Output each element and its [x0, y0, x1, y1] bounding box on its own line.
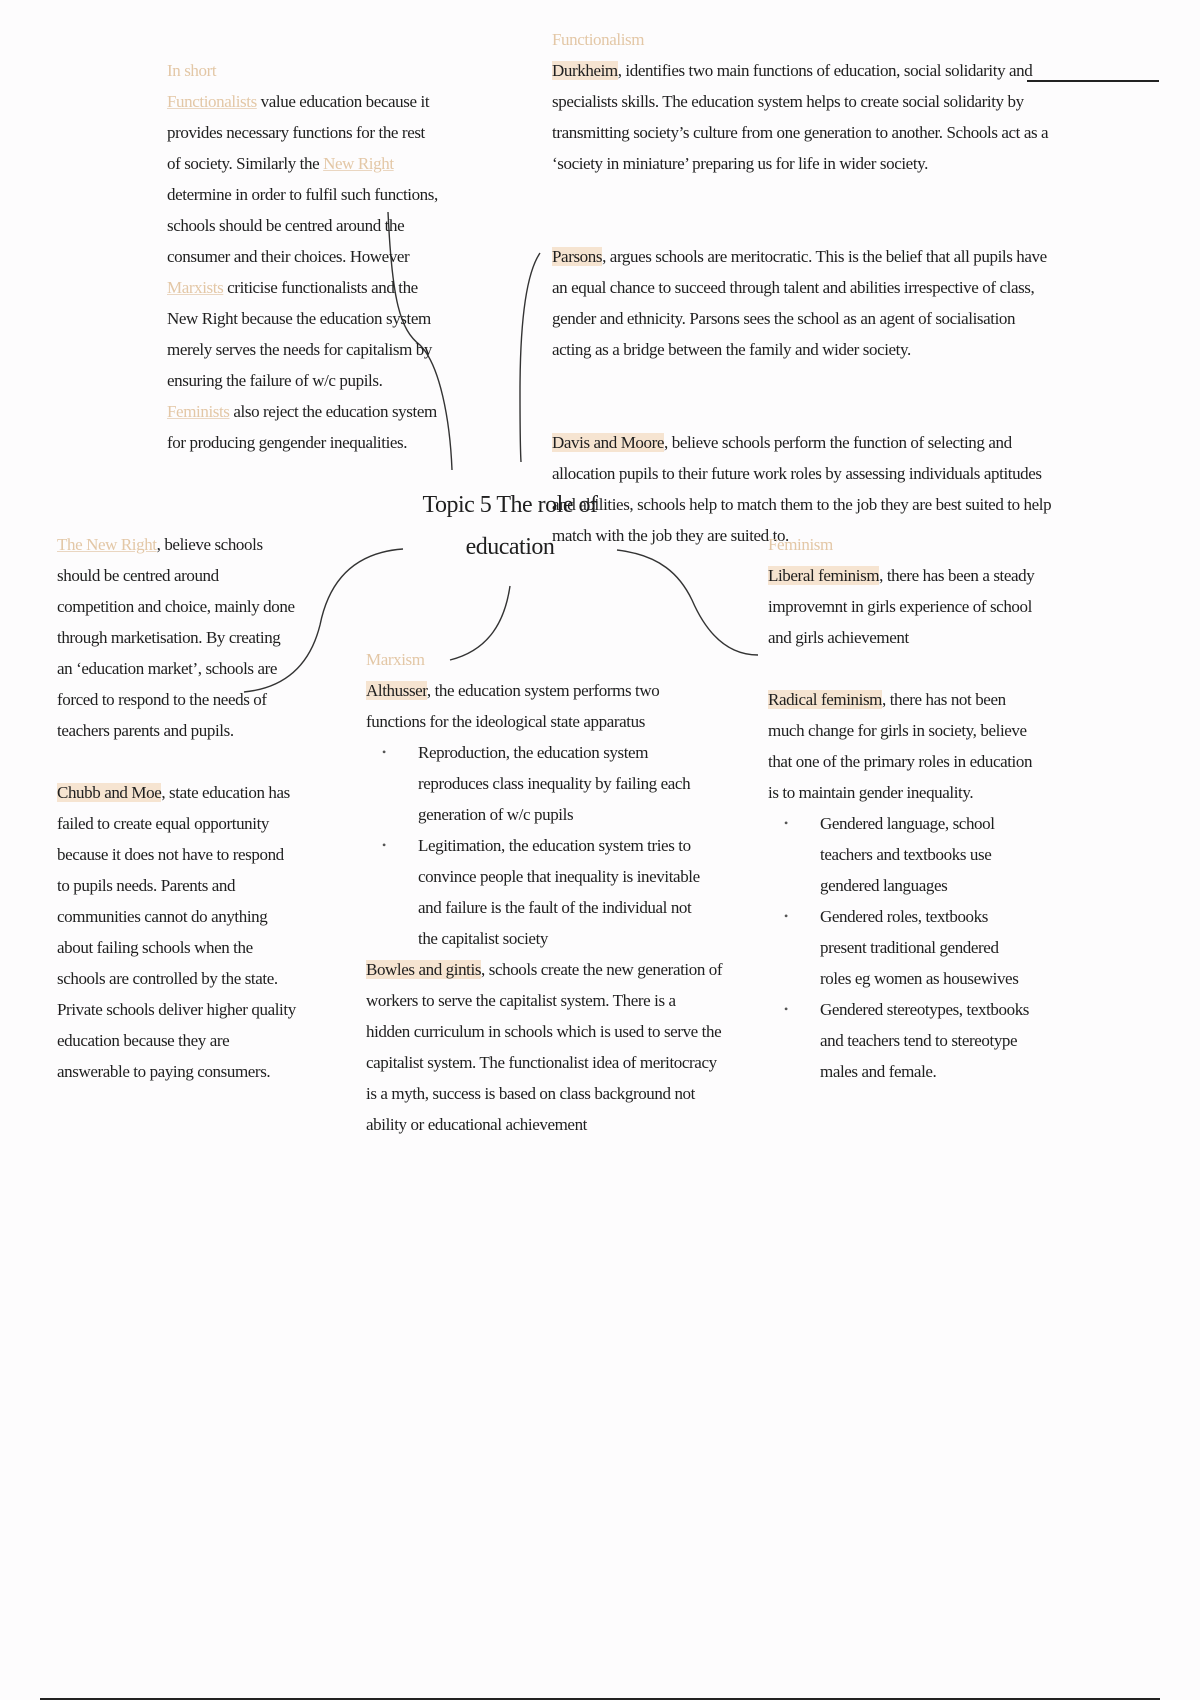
- text-segment: ensuring the failure of w/c pupils.: [167, 371, 383, 390]
- text-segment: improvemnt in girls experience of school: [768, 597, 1032, 616]
- central-topic-title-line-1: Topic 5 The role of: [422, 492, 598, 518]
- text-line: [552, 179, 1051, 210]
- text-segment: forced to respond to the needs of: [57, 690, 267, 709]
- text-line: [167, 303, 438, 334]
- text-line: [57, 591, 296, 622]
- text-segment: , there has been a steady: [879, 566, 1035, 585]
- text-line: [366, 954, 722, 985]
- bullet-item: [768, 994, 1034, 1025]
- text-line: [57, 870, 296, 901]
- text-segment: schools are controlled by the state.: [57, 969, 278, 988]
- text-line: [57, 932, 296, 963]
- highlighted-theorist: Liberal feminism: [768, 566, 880, 585]
- text-segment: communities cannot do anything: [57, 907, 268, 926]
- text-segment: ‘society in miniature’ preparing us for life in wider society.: [552, 154, 928, 173]
- text-line: [552, 86, 1051, 117]
- keyword-link: Functionalists: [167, 92, 257, 111]
- feminism-branch: [768, 529, 1034, 1087]
- text-segment: Gendered stereotypes, textbooks: [820, 1000, 1030, 1019]
- connector-feminism: [617, 550, 758, 655]
- text-segment: education because they are: [57, 1031, 230, 1050]
- text-segment: teachers and textbooks use: [820, 845, 992, 864]
- text-line: [552, 427, 1051, 458]
- text-segment: New Right because the education system: [167, 309, 431, 328]
- text-line: [768, 684, 1034, 715]
- highlighted-theorist: Davis and Moore: [552, 433, 665, 452]
- bullet-icon: •: [382, 838, 386, 852]
- bullet-continuation: [366, 923, 722, 954]
- text-segment: value education because it: [256, 92, 430, 111]
- text-segment: , believe schools: [156, 535, 263, 554]
- keyword-link: Marxists: [167, 278, 224, 297]
- text-line: [768, 777, 1034, 808]
- text-segment: match with the job they are suited to.: [552, 526, 789, 545]
- text-line: [57, 653, 296, 684]
- text-line: [552, 272, 1051, 303]
- text-line: [366, 1016, 722, 1047]
- in-short-heading: In short: [167, 61, 217, 80]
- text-segment: Gendered language, school: [820, 814, 995, 833]
- text-line: [552, 117, 1051, 148]
- text-line: [366, 1047, 722, 1078]
- text-line: [366, 1078, 722, 1109]
- bullet-icon: •: [784, 909, 788, 923]
- bullet-icon: •: [784, 816, 788, 830]
- text-segment: through marketisation. By creating: [57, 628, 281, 647]
- text-segment: functions for the ideological state apparatus: [366, 712, 645, 731]
- text-segment: teachers parents and pupils.: [57, 721, 234, 740]
- bullet-icon: •: [382, 745, 386, 759]
- bullet-icon: •: [784, 1002, 788, 1016]
- text-line: [552, 303, 1051, 334]
- text-segment: an equal chance to succeed through talent and abilities irrespective of class,: [552, 278, 1035, 297]
- text-segment: schools should be centred around the: [167, 216, 405, 235]
- text-line: [552, 55, 1051, 86]
- text-segment: generation of w/c pupils: [418, 805, 574, 824]
- bullet-continuation: [768, 963, 1034, 994]
- text-segment: , schools create the new generation of: [481, 960, 723, 979]
- text-segment: and failure is the fault of the individual not: [418, 898, 692, 917]
- text-segment: much change for girls in society, believe: [768, 721, 1027, 740]
- new-right-branch: [57, 529, 296, 1087]
- text-segment: also reject the education system: [229, 402, 437, 421]
- text-line: [57, 622, 296, 653]
- text-segment: is a myth, success is based on class background not: [366, 1084, 695, 1103]
- text-segment: males and female.: [820, 1062, 937, 1081]
- text-segment: roles eg women as housewives: [820, 969, 1019, 988]
- bullet-continuation: [366, 799, 722, 830]
- text-segment: provides necessary functions for the rest: [167, 123, 425, 142]
- bullet-continuation: [366, 768, 722, 799]
- text-segment: answerable to paying consumers.: [57, 1062, 271, 1081]
- bullet-item: [366, 830, 722, 861]
- connector-functionalism: [520, 253, 540, 462]
- text-line: [552, 489, 1051, 520]
- bullet-continuation: [768, 839, 1034, 870]
- bullet-continuation: [768, 1056, 1034, 1087]
- text-segment: an ‘education market’, schools are: [57, 659, 278, 678]
- text-segment: convince people that inequality is inevitable: [418, 867, 700, 886]
- text-segment: , believe schools perform the function of selecting and: [664, 433, 1012, 452]
- text-segment: Legitimation, the education system tries to: [418, 836, 691, 855]
- text-line: [57, 529, 296, 560]
- text-line: [768, 715, 1034, 746]
- highlighted-theorist: Chubb and Moe: [57, 783, 162, 802]
- text-line: [167, 334, 438, 365]
- central-topic-title-line-2: education: [465, 534, 555, 560]
- bullet-item: [768, 901, 1034, 932]
- text-line: [768, 746, 1034, 777]
- text-line: [167, 396, 438, 427]
- text-line: [167, 117, 438, 148]
- text-line: [366, 1109, 722, 1140]
- text-segment: Reproduction, the education system: [418, 743, 649, 762]
- text-line: [167, 179, 438, 210]
- text-segment: because it does not have to respond: [57, 845, 284, 864]
- text-segment: , there has not been: [882, 690, 1006, 709]
- text-segment: and abilities, schools help to match them to the job they are best suited to help: [552, 495, 1052, 514]
- text-segment: hidden curriculum in schools which is used to serve the: [366, 1022, 722, 1041]
- text-segment: the capitalist society: [418, 929, 548, 948]
- bullet-continuation: [366, 892, 722, 923]
- text-line: [552, 396, 1051, 427]
- text-segment: that one of the primary roles in education: [768, 752, 1033, 771]
- text-segment: consumer and their choices. However: [167, 247, 410, 266]
- text-line: [366, 985, 722, 1016]
- bullet-continuation: [768, 1025, 1034, 1056]
- text-segment: of society. Similarly the: [167, 154, 324, 173]
- text-line: [57, 1025, 296, 1056]
- text-segment: gender and ethnicity. Parsons sees the school as an agent of socialisation: [552, 309, 1016, 328]
- text-line: [768, 653, 1034, 684]
- text-line: [57, 560, 296, 591]
- text-line: [57, 994, 296, 1025]
- highlighted-theorist: Parsons: [552, 247, 603, 266]
- text-line: [57, 715, 296, 746]
- text-segment: acting as a bridge between the family and wider society.: [552, 340, 911, 359]
- text-segment: ability or educational achievement: [366, 1115, 587, 1134]
- highlighted-theorist: Durkheim: [552, 61, 618, 80]
- text-segment: and girls achievement: [768, 628, 909, 647]
- text-segment: is to maintain gender inequality.: [768, 783, 974, 802]
- text-segment: competition and choice, mainly done: [57, 597, 295, 616]
- highlighted-theorist: Bowles and gintis: [366, 960, 482, 979]
- keyword-link: Feminists: [167, 402, 230, 421]
- text-segment: , the education system performs two: [426, 681, 660, 700]
- text-segment: reproduces class inequality by failing each: [418, 774, 691, 793]
- in-short-branch: [167, 55, 438, 458]
- keyword-link: New Right: [323, 154, 394, 173]
- text-line: [552, 210, 1051, 241]
- marxism-branch: [366, 644, 722, 1140]
- text-line: [768, 622, 1034, 653]
- text-segment: about failing schools when the: [57, 938, 253, 957]
- text-segment: criticise functionalists and the: [223, 278, 418, 297]
- text-line: [167, 86, 438, 117]
- text-line: [57, 963, 296, 994]
- bullet-item: [366, 737, 722, 768]
- highlighted-theorist: Althusser: [366, 681, 427, 700]
- text-line: [57, 839, 296, 870]
- text-line: [167, 148, 438, 179]
- text-line: [57, 808, 296, 839]
- text-segment: for producing gengender inequalities.: [167, 433, 408, 452]
- text-line: [167, 210, 438, 241]
- text-line: [167, 427, 438, 458]
- text-segment: should be centred around: [57, 566, 219, 585]
- text-line: [57, 1056, 296, 1087]
- text-line: [57, 746, 296, 777]
- text-line: [552, 458, 1051, 489]
- text-line: [57, 684, 296, 715]
- text-line: [552, 241, 1051, 272]
- text-line: [167, 365, 438, 396]
- bullet-item: [768, 808, 1034, 839]
- text-segment: failed to create equal opportunity: [57, 814, 270, 833]
- text-line: [366, 675, 722, 706]
- text-line: [57, 777, 296, 808]
- bullet-continuation: [768, 932, 1034, 963]
- functionalism-heading: Functionalism: [552, 30, 645, 49]
- text-segment: and teachers tend to stereotype: [820, 1031, 1018, 1050]
- text-segment: , state education has: [161, 783, 290, 802]
- text-line: [366, 706, 722, 737]
- marxism-heading: Marxism: [366, 650, 425, 669]
- text-line: [768, 591, 1034, 622]
- text-segment: present traditional gendered: [820, 938, 999, 957]
- highlighted-theorist: Radical feminism: [768, 690, 882, 709]
- bullet-continuation: [366, 861, 722, 892]
- text-segment: transmitting society’s culture from one generation to another. Schools act as a: [552, 123, 1049, 142]
- text-line: [552, 334, 1051, 365]
- text-segment: allocation pupils to their future work roles by assessing individuals aptitudes: [552, 464, 1042, 483]
- text-segment: merely serves the needs for capitalism by: [167, 340, 432, 359]
- text-segment: to pupils needs. Parents and: [57, 876, 236, 895]
- feminism-heading: Feminism: [768, 535, 833, 554]
- text-line: [552, 148, 1051, 179]
- functionalism-branch: [552, 24, 1051, 551]
- text-segment: capitalist system. The functionalist idea of meritocracy: [366, 1053, 717, 1072]
- text-segment: gendered languages: [820, 876, 948, 895]
- text-segment: Private schools deliver higher quality: [57, 1000, 296, 1019]
- text-segment: determine in order to fulfil such functions,: [167, 185, 438, 204]
- text-line: [167, 272, 438, 303]
- bullet-continuation: [768, 870, 1034, 901]
- text-segment: , identifies two main functions of education, social solidarity and: [617, 61, 1033, 80]
- text-line: [167, 241, 438, 272]
- text-segment: workers to serve the capitalist system. There is a: [366, 991, 676, 1010]
- keyword-link: The New Right: [57, 535, 157, 554]
- text-segment: , argues schools are meritocratic. This is the belief that all pupils have: [602, 247, 1047, 266]
- text-line: [57, 901, 296, 932]
- text-segment: specialists skills. The education system helps to create social solidarity by: [552, 92, 1024, 111]
- text-segment: Gendered roles, textbooks: [820, 907, 988, 926]
- text-line: [552, 365, 1051, 396]
- text-line: [768, 560, 1034, 591]
